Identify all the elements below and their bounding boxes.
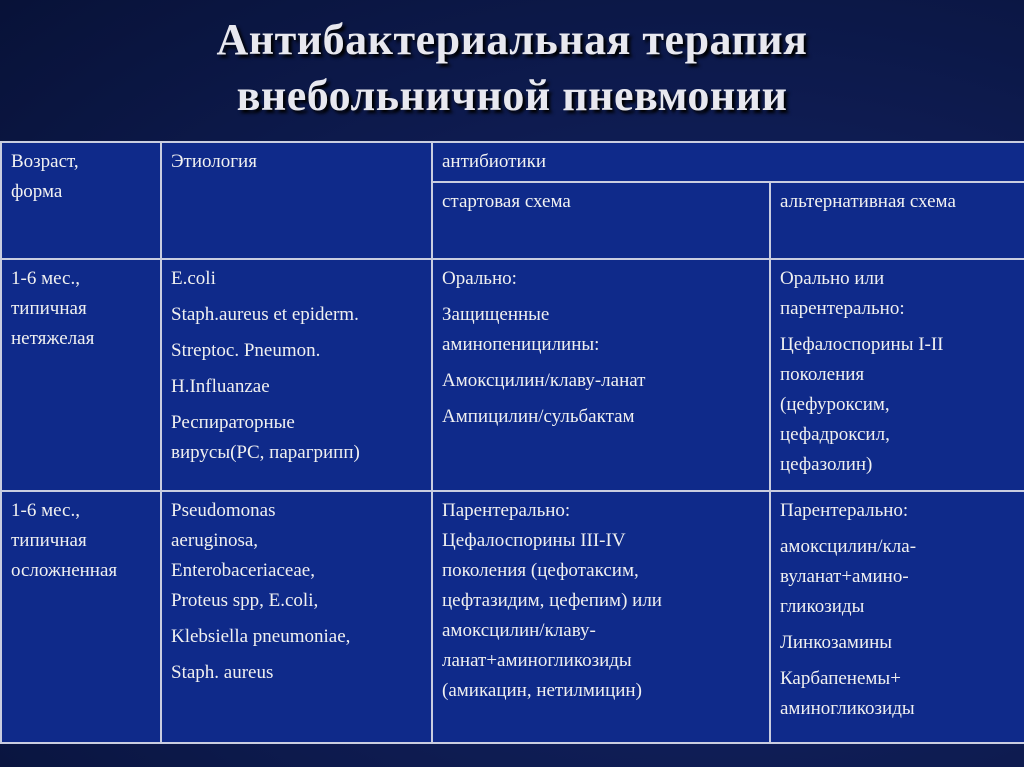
cell-line: Цефалоспорины I-II bbox=[780, 334, 944, 355]
header-age-line: Возраст, bbox=[11, 151, 79, 172]
header-alt-scheme bbox=[770, 182, 1024, 259]
cell-line: 1-6 мес., bbox=[11, 500, 80, 521]
cell-line: нетяжелая bbox=[11, 328, 95, 349]
cell-line: ланат+аминогликозиды bbox=[442, 650, 632, 671]
cell-line: (амикацин, нетилмицин) bbox=[442, 680, 642, 701]
cell-line: амоксцилин/кла- bbox=[780, 536, 917, 557]
cell-line: Амоксцилин/клаву-ланат bbox=[442, 370, 646, 391]
header-antibiotics-text: антибиотики bbox=[442, 151, 547, 172]
header-start-scheme bbox=[432, 182, 770, 259]
header-start-text: стартовая схема bbox=[442, 191, 571, 212]
row1-start-cell bbox=[432, 259, 770, 491]
cell-line: Парентерально: bbox=[780, 500, 909, 521]
cell-line: цефтазидим, цефепим) или bbox=[442, 590, 662, 611]
row1-alt-cell bbox=[770, 259, 1024, 491]
cell-line: осложненная bbox=[11, 560, 118, 581]
cell-line: типичная bbox=[11, 298, 87, 319]
header-etiology bbox=[161, 142, 432, 259]
cell-line: E.coli bbox=[171, 268, 216, 289]
row2-alt-cell bbox=[770, 491, 1024, 743]
cell-line: цефадроксил, bbox=[780, 424, 890, 445]
cell-line: Klebsiella pneumoniae, bbox=[171, 626, 351, 647]
cell-line: цефазолин) bbox=[780, 454, 873, 475]
cell-line: H.Influanzae bbox=[171, 376, 270, 397]
cell-line: Staph.aureus et epiderm. bbox=[171, 304, 359, 325]
cell-line: Proteus spp, E.coli, bbox=[171, 590, 319, 611]
cell-line: Цефалоспорины III-IV bbox=[442, 530, 626, 551]
cell-line: поколения (цефотаксим, bbox=[442, 560, 639, 581]
therapy-table bbox=[0, 141, 1024, 744]
cell-line: 1-6 мес., bbox=[11, 268, 80, 289]
cell-line: Staph. aureus bbox=[171, 662, 274, 683]
cell-line: Парентерально: bbox=[442, 500, 571, 521]
row1-age-cell bbox=[1, 259, 161, 491]
cell-line: гликозиды bbox=[780, 596, 865, 617]
table-row bbox=[1, 491, 1024, 743]
row2-age-cell bbox=[1, 491, 161, 743]
row2-etiology-cell bbox=[161, 491, 432, 743]
header-alt-text: альтернативная схема bbox=[780, 191, 956, 212]
cell-line: Pseudomonas bbox=[171, 500, 276, 521]
page-title bbox=[0, 12, 1024, 124]
cell-line: поколения bbox=[780, 364, 865, 385]
header-form-line: форма bbox=[11, 181, 63, 202]
cell-line: Орально или bbox=[780, 268, 885, 289]
cell-line: Карбапенемы+ bbox=[780, 668, 901, 689]
header-row-1 bbox=[1, 142, 1024, 182]
header-etiology-text: Этиология bbox=[171, 151, 257, 172]
cell-line: Streptoc. Pneumon. bbox=[171, 340, 321, 361]
row2-start-cell bbox=[432, 491, 770, 743]
table-row bbox=[1, 259, 1024, 491]
cell-line: аминопеницилины: bbox=[442, 334, 600, 355]
cell-line: Линкозамины bbox=[780, 632, 893, 653]
cell-line: (цефуроксим, bbox=[780, 394, 890, 415]
cell-line: Enterobaceriaceae, bbox=[171, 560, 315, 581]
cell-line: амоксцилин/клаву- bbox=[442, 620, 596, 641]
cell-line: аминогликозиды bbox=[780, 698, 915, 719]
cell-line: типичная bbox=[11, 530, 87, 551]
title-line-2: внебольничной пневмонии bbox=[236, 71, 788, 120]
title-line-1: Антибактериальная терапия bbox=[216, 15, 808, 64]
cell-line: вирусы(PC, парагрипп) bbox=[171, 442, 360, 463]
cell-line: вуланат+амино- bbox=[780, 566, 909, 587]
cell-line: Ампицилин/сульбактам bbox=[442, 406, 635, 427]
cell-line: Респираторные bbox=[171, 412, 295, 433]
cell-line: aeruginosa, bbox=[171, 530, 259, 551]
row1-etiology-cell bbox=[161, 259, 432, 491]
cell-line: Защищенные bbox=[442, 304, 550, 325]
header-antibiotics bbox=[432, 142, 1024, 182]
cell-line: парентерально: bbox=[780, 298, 905, 319]
header-age-form bbox=[1, 142, 161, 259]
cell-line: Орально: bbox=[442, 268, 517, 289]
